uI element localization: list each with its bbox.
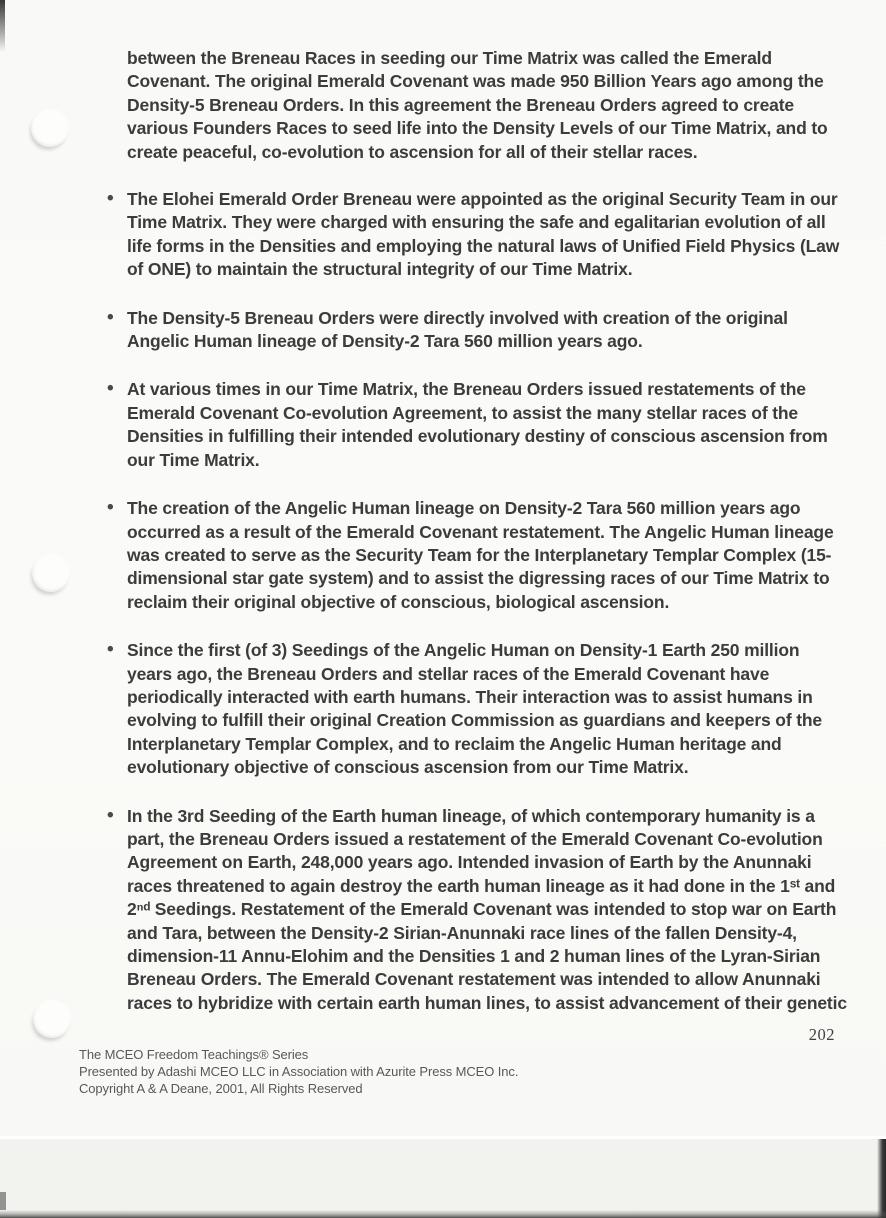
intro-paragraph: between the Breneau Races in seeding our Time Matrix was called the Emerald Covenant. The original Emerald Covenant was made 950 Billion Years ago among the Density-5 Breneau Orders. In this agreement the Breneau Orders agreed to create various Founders Races to seed life into the Density Levels of our Time Matrix, and to create peaceful, co-evolution to ascension for all of their stellar races. <box>127 48 828 162</box>
bullet-item-covenant-restatements: • At various times in our Time Matrix, the Breneau Orders issued restatements of the Emerald Covenant Co-evolution Agreement, to assist the many stellar races of the Densities in fulfilling their intended evolutionary destiny of conscious ascension from our Time Matrix. <box>127 378 847 472</box>
scanner-bed-area <box>0 1139 886 1218</box>
bullet-item-third-seeding: • In the 3rd Seeding of the Earth human lineage, of which contemporary humanity is a part, the Breneau Orders issued a restatement of the Emerald Covenant Co-evolution Agreement on Earth, 248,000 years ago. Intended invasion of Earth by the Anunnaki races threatened to again destroy the earth human lineage as it had done in the 1ˢᵗ and 2ⁿᵈ Seedings. Restatement of the Emerald Covenant was intended to stop war on Earth and Tara, between the Density-2 Sirian-Anunnaki race lines of the fallen Density-4, dimension-11 Annu-Elohim and the Densities 1 and 2 human lines of the Lyran-Sirian Breneau Orders. The Emerald Covenant restatement was intended to allow Anunnaki races to hybridize with certain earth human lines, to assist advancement of their genetic <box>127 805 847 1016</box>
page-body-text <box>127 47 847 1040</box>
bullet-list <box>127 188 847 1015</box>
footer-presenter-line: Presented by Adashi MCEO LLC in Association with Azurite Press MCEO Inc. <box>79 1063 519 1079</box>
scan-edge-artifact-top-left <box>0 0 5 52</box>
bullet-item-elohei-security-team: • The Elohei Emerald Order Breneau were appointed as the original Security Team in our Time Matrix. They were charged with ensuring the safe and egalitarian evolution of all life forms in the Densities and employing the natural laws of Unified Field Physics (Law of ONE) to maintain the structural integrity of our Time Matrix. <box>127 188 847 282</box>
page-number: 202 <box>808 1025 835 1044</box>
bullet-item-first-seeding: • Since the first (of 3) Seedings of the Angelic Human on Density-1 Earth 250 million years ago, the Breneau Orders and stellar races of the Emerald Covenant have periodically interacted with earth humans. Their interaction was to assist humans in evolving to fulfill their original Creation Commission as guardians and keepers of the Interplanetary Templar Complex, and to reclaim the Angelic Human heritage and evolutionary objective of conscious ascension from our Time Matrix. <box>127 639 847 779</box>
bullet-item-angelic-human-creation: • The creation of the Angelic Human lineage on Density-2 Tara 560 million years ago occurred as a result of the Emerald Covenant restatement. The Angelic Human lineage was created to serve as the Security Team for the Interplanetary Templar Complex (15-dimensional star gate system) and to assist the digressing races of our Time Matrix to reclaim their original objective of conscious, biological ascension. <box>127 497 847 614</box>
bullet-item-density5-breneau: • The Density-5 Breneau Orders were directly involved with creation of the original Angelic Human lineage of Density-2 Tara 560 million years ago. <box>127 307 847 354</box>
binder-hole-mark <box>33 1000 71 1038</box>
footer-copyright-line: Copyright A & A Deane, 2001, All Rights Reserved <box>79 1080 363 1096</box>
scan-edge-artifact-bottom <box>0 1210 886 1218</box>
binder-hole-mark <box>32 554 70 592</box>
footer-series-line: The MCEO Freedom Teachings® Series <box>79 1047 309 1062</box>
binder-hole-mark <box>31 109 69 147</box>
scan-edge-artifact-right <box>877 1139 886 1218</box>
scan-edge-artifact-left <box>0 1192 6 1210</box>
page-footer <box>79 1047 518 1097</box>
